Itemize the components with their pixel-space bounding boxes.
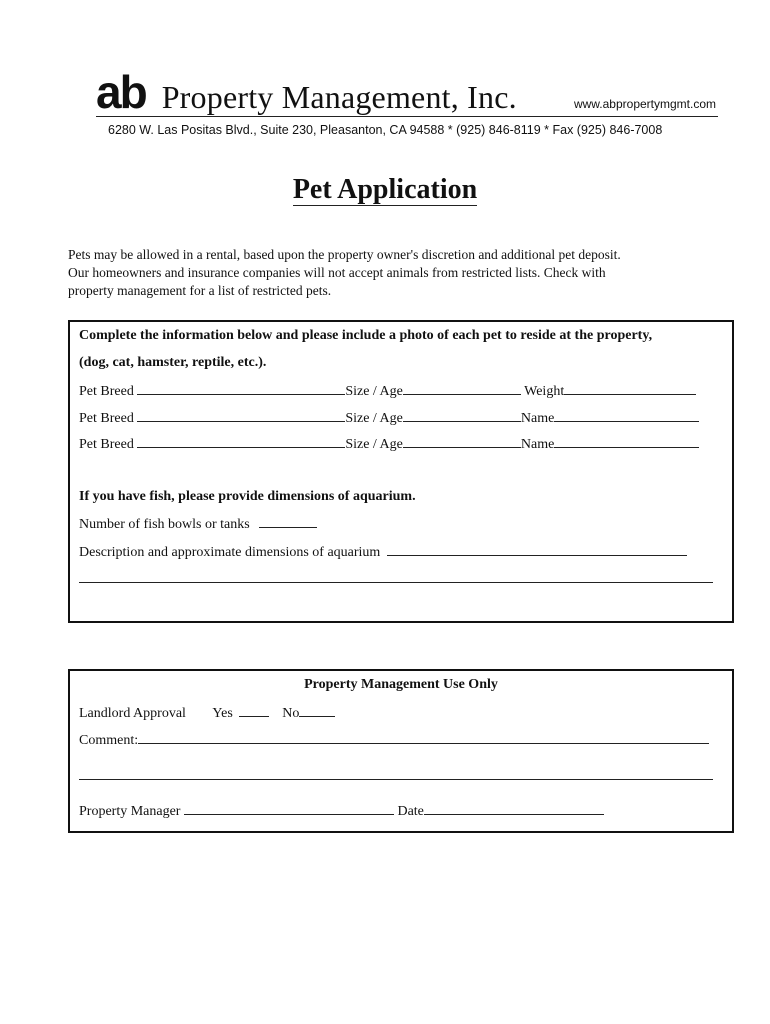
comment-row xyxy=(79,731,709,749)
intro-line: Our homeowners and insurance companies will not accept animals from restricted lists. Check with xyxy=(68,265,606,280)
pet-name-label: Name xyxy=(520,437,555,452)
fish-heading: If you have fish, please provide dimensions of aquarium. xyxy=(79,489,416,504)
yes-field[interactable] xyxy=(239,704,269,717)
pet-name-label: Name xyxy=(520,411,555,426)
comment-label: Comment: xyxy=(79,733,139,748)
management-use-box xyxy=(68,669,734,833)
size-age-label: Size / Age xyxy=(345,384,403,399)
size-age-field[interactable] xyxy=(403,382,521,395)
landlord-approval-label: Landlord Approval xyxy=(79,706,186,721)
company-website: www.abpropertymgmt.com xyxy=(573,97,716,111)
aquarium-field[interactable] xyxy=(387,543,687,556)
pet-row xyxy=(79,409,699,427)
weight-label: Weight xyxy=(524,384,565,399)
fish-count-field[interactable] xyxy=(259,515,317,528)
property-manager-field[interactable] xyxy=(184,802,394,815)
weight-field[interactable] xyxy=(564,382,696,395)
size-age-label: Size / Age xyxy=(345,411,403,426)
pet-name-field[interactable] xyxy=(554,435,699,448)
no-field[interactable] xyxy=(299,704,335,717)
pet-info-box xyxy=(68,320,734,623)
pet-name-field[interactable] xyxy=(554,409,699,422)
size-age-field[interactable] xyxy=(403,409,521,422)
aquarium-label: Description and approximate dimensions of aquarium xyxy=(79,545,381,560)
comment-extra-row xyxy=(79,767,713,785)
pet-breed-field[interactable] xyxy=(137,435,345,448)
yes-label: Yes xyxy=(212,706,233,721)
intro-line: property management for a list of restricted pets. xyxy=(68,283,332,298)
aquarium-extra-row xyxy=(79,570,713,588)
pet-breed-label: Pet Breed xyxy=(79,437,134,452)
aquarium-extra-field[interactable] xyxy=(79,570,713,583)
company-logo: ab xyxy=(96,66,146,118)
fish-count-label: Number of fish bowls or tanks xyxy=(79,517,250,532)
date-label: Date xyxy=(397,804,424,819)
company-address: 6280 W. Las Positas Blvd., Suite 230, Pleasanton, CA 94588 * (925) 846-8119 * Fax (925) 846-7008 xyxy=(108,123,663,137)
letterhead xyxy=(96,66,718,137)
pet-instruction-examples: (dog, cat, hamster, reptile, etc.). xyxy=(79,355,267,370)
page-title: Pet Application xyxy=(292,174,478,205)
pet-breed-field[interactable] xyxy=(137,382,345,395)
intro-line: Pets may be allowed in a rental, based upon the property owner's discretion and additional pet deposit. xyxy=(68,247,621,262)
size-age-field[interactable] xyxy=(403,435,521,448)
comment-field[interactable] xyxy=(138,731,709,744)
management-section-title: Property Management Use Only xyxy=(304,677,498,692)
pet-breed-label: Pet Breed xyxy=(79,411,134,426)
intro-paragraph xyxy=(68,246,708,300)
comment-extra-field[interactable] xyxy=(79,767,713,780)
pet-instruction: Complete the information below and please include a photo of each pet to reside at the property, xyxy=(79,328,653,343)
date-field[interactable] xyxy=(424,802,604,815)
size-age-label: Size / Age xyxy=(345,437,403,452)
company-name: Property Management, Inc. xyxy=(161,79,517,115)
aquarium-row xyxy=(79,543,687,561)
pet-breed-field[interactable] xyxy=(137,409,345,422)
no-label: No xyxy=(282,706,300,721)
pet-row xyxy=(79,382,696,400)
manager-row xyxy=(79,802,604,820)
pet-row xyxy=(79,435,699,453)
fish-count-row xyxy=(79,515,317,533)
property-manager-label: Property Manager xyxy=(79,804,181,819)
pet-breed-label: Pet Breed xyxy=(79,384,134,399)
letterhead-title-line xyxy=(96,66,718,118)
landlord-approval-row xyxy=(79,704,335,722)
